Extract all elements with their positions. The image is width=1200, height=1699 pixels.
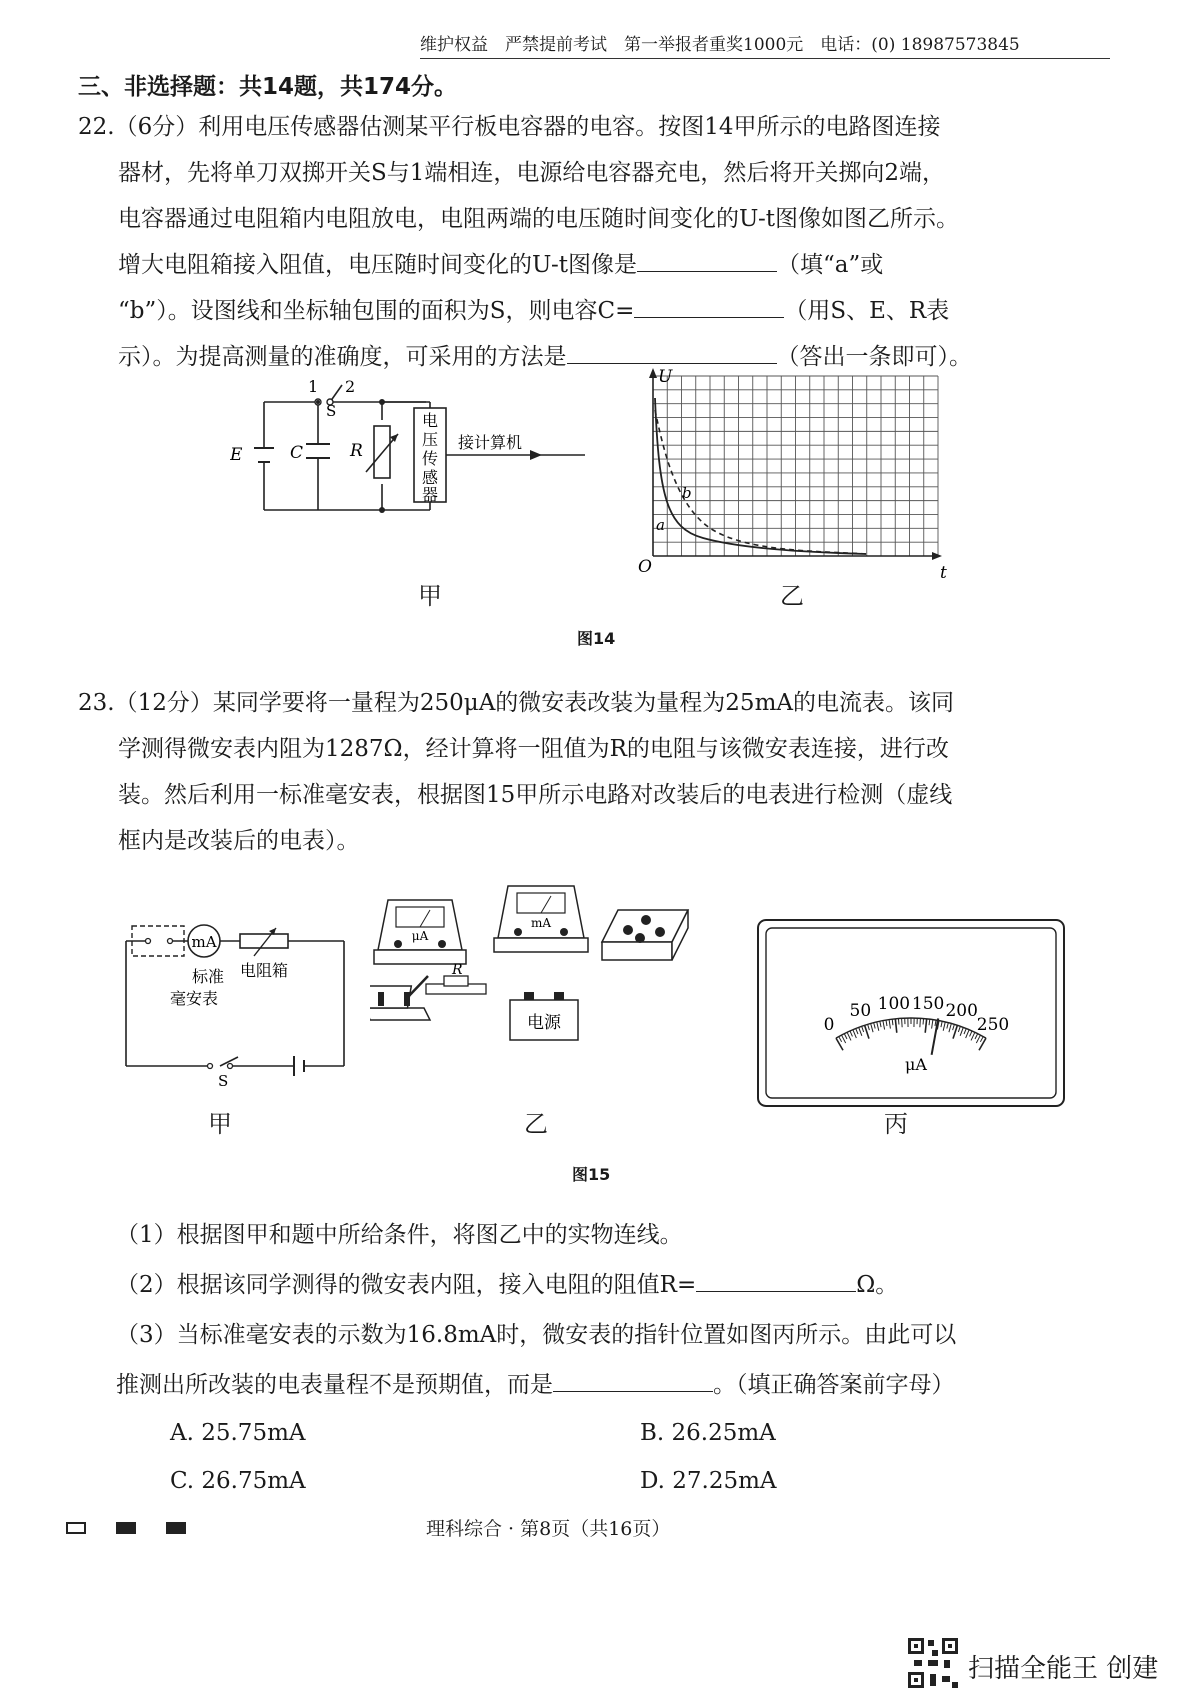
curve-a-label: a [656,516,665,534]
q23-sub-3-text: 推测出所改装的电表量程不是预期值，而是 [116,1372,553,1398]
page-footer: 理科综合 · 第8页（共16页） [426,1518,671,1540]
axis-label-U: U [658,368,673,387]
switch-label: S [218,1072,229,1090]
curve-a [655,398,866,554]
q23-sub-3: （3）当标准毫安表的示数为16.8mA时，微安表的指针位置如图丙所示。由此可以 [116,1322,957,1348]
q22-line-5 [78,288,1098,334]
resistance-box-symbol [240,934,288,948]
label-S: S [326,402,337,420]
q23-line-3: 装。然后利用一标准毫安表，根据图15甲所示电路对改装后的电表进行检测（虚线 [118,782,953,808]
sensor-char: 电 [421,411,439,430]
computer-label: 接计算机 [458,433,523,452]
qr-code-icon [906,1636,960,1690]
q23-sub-1: （1）根据图甲和题中所给条件，将图乙中的实物连线。 [116,1222,683,1248]
fig14-caption: 图14 [577,629,616,648]
q22-line-6-text: 示）。为提高测量的准确度，可采用的方法是 [118,344,567,370]
fig15-test-circuit [118,908,358,1098]
sensor-char: 压 [421,430,439,449]
fig14-ut-graph [618,368,958,578]
question-22 [78,104,1098,380]
footer-square-filled [116,1522,136,1534]
device-uA-label: μA [411,929,429,943]
q22-line-5-text: “b”）。设图线和坐标轴包围的面积为S，则电容C= [118,298,635,324]
q22-line-4-tail: （填“a”或 [777,252,884,278]
power-supply-device [510,992,578,1040]
dial-unit-label: μA [905,1055,927,1074]
answer-blank-method[interactable] [567,337,777,364]
q22-line-6-tail: （答出一条即可）。 [776,344,972,370]
dial-tick-label: 0 [823,1014,835,1035]
fig15-label-yi: 乙 [524,1110,548,1138]
resistor-device [426,962,486,994]
option-C[interactable]: C. 26.75mA [170,1468,306,1494]
dial-tick-label: 250 [976,1014,1010,1035]
sensor-char: 感 [421,468,439,487]
sensor-char: 传 [421,449,439,468]
std-label-2: 毫安表 [170,989,219,1008]
q23-sub-2-text: （2）根据该同学测得的微安表内阻，接入电阻的阻值R= [116,1272,697,1298]
q23-line-1: 23.（12分）某同学要将一量程为250μA的微安表改装为量程为25mA的电流表。该同 [78,690,954,716]
q22-line-4-text: 增大电阻箱接入阻值，电压随时间变化的U-t图像是 [118,252,637,278]
mA-label: mA [191,933,217,951]
q22-line-3: 电容器通过电阻箱内电阻放电，电阻两端的电压随时间变化的U-t图像如图乙所示。 [118,206,959,232]
terminal-2: 2 [345,380,356,396]
label-E: E [230,445,243,465]
dial-tick-label: 50 [849,1001,872,1022]
answer-blank-curve[interactable] [637,245,777,272]
answer-blank-resistance[interactable] [696,1265,856,1292]
axis-label-t: t [940,563,947,578]
q22-line-4 [78,242,1098,288]
device-mA-label: mA [530,916,552,930]
q23-sub-2 [116,1262,898,1308]
fig14-label-yi: 乙 [780,582,804,610]
fig15-apparatus [370,880,700,1080]
q23-sub-2-unit: Ω。 [856,1272,899,1298]
knife-switch-device [370,976,430,1020]
label-R: R [350,441,363,461]
option-A[interactable]: A. 25.75mA [170,1420,306,1446]
dial-tick [898,1019,899,1025]
q23-line-2: 学测得微安表内阻为1287Ω，经计算将一阻值为R的电阻与该微安表连接，进行改 [118,736,949,762]
fig15-meter-dial [756,918,1066,1108]
option-B[interactable]: B. 26.25mA [640,1420,776,1446]
resistance-box-device [602,910,688,960]
power-label: 电源 [527,1013,561,1033]
microammeter-device [374,900,466,964]
dial-tick [923,1019,924,1025]
answer-blank-range[interactable] [553,1365,713,1392]
q22-line-1: 22.（6分）利用电压传感器估测某平行板电容器的电容。按图14甲所示的电路图连接 [78,114,941,140]
milliammeter-device [494,886,588,952]
device-R-label: R [452,962,463,978]
option-D[interactable]: D. 27.25mA [640,1468,777,1494]
dial-tick-label: 200 [945,1001,978,1022]
sensor-char: 器 [421,485,439,504]
fig15-label-bing: 丙 [884,1110,908,1138]
answer-blank-capacitance[interactable] [634,291,784,318]
fig15-caption: 图15 [572,1165,611,1184]
label-C: C [290,443,304,463]
q23-line-4: 框内是改装后的电表）。 [118,828,360,854]
footer-square-hollow [66,1522,86,1534]
exam-header-notice: 维护权益 严禁提前考试 第一举报者重奖1000元 电话：(0) 18987573845 [420,35,1020,55]
dial-tick [902,1018,903,1027]
scanner-watermark: 扫描全能王 创建 [968,1654,1159,1684]
curve-b-label: b [682,484,692,502]
origin-label: O [638,557,652,577]
fig14-circuit-diagram [230,380,590,540]
std-label-1: 标准 [192,967,225,986]
q23-sub-3-tail: 。（填正确答案前字母） [713,1372,955,1398]
resistance-box-label: 电阻箱 [240,961,289,980]
terminal-1: 1 [308,380,319,396]
fig14-label-jia: 甲 [418,582,442,610]
dial-tick-label: 100 [877,993,911,1014]
dial-tick [920,1018,921,1027]
question-23 [78,680,1098,864]
footer-square-filled [166,1522,186,1534]
fig15-label-jia: 甲 [208,1110,232,1138]
q23-sub-3-cont [116,1362,955,1408]
header-rule [420,58,1110,59]
q22-line-5-tail: （用S、E、R表 [784,298,950,324]
q22-line-2: 器材，先将单刀双掷开关S与1端相连，电源给电容器充电，然后将开关掷向2端， [118,160,946,186]
dial-tick-label: 150 [911,993,945,1014]
section-title: 三、非选择题：共14题，共174分。 [78,74,458,100]
